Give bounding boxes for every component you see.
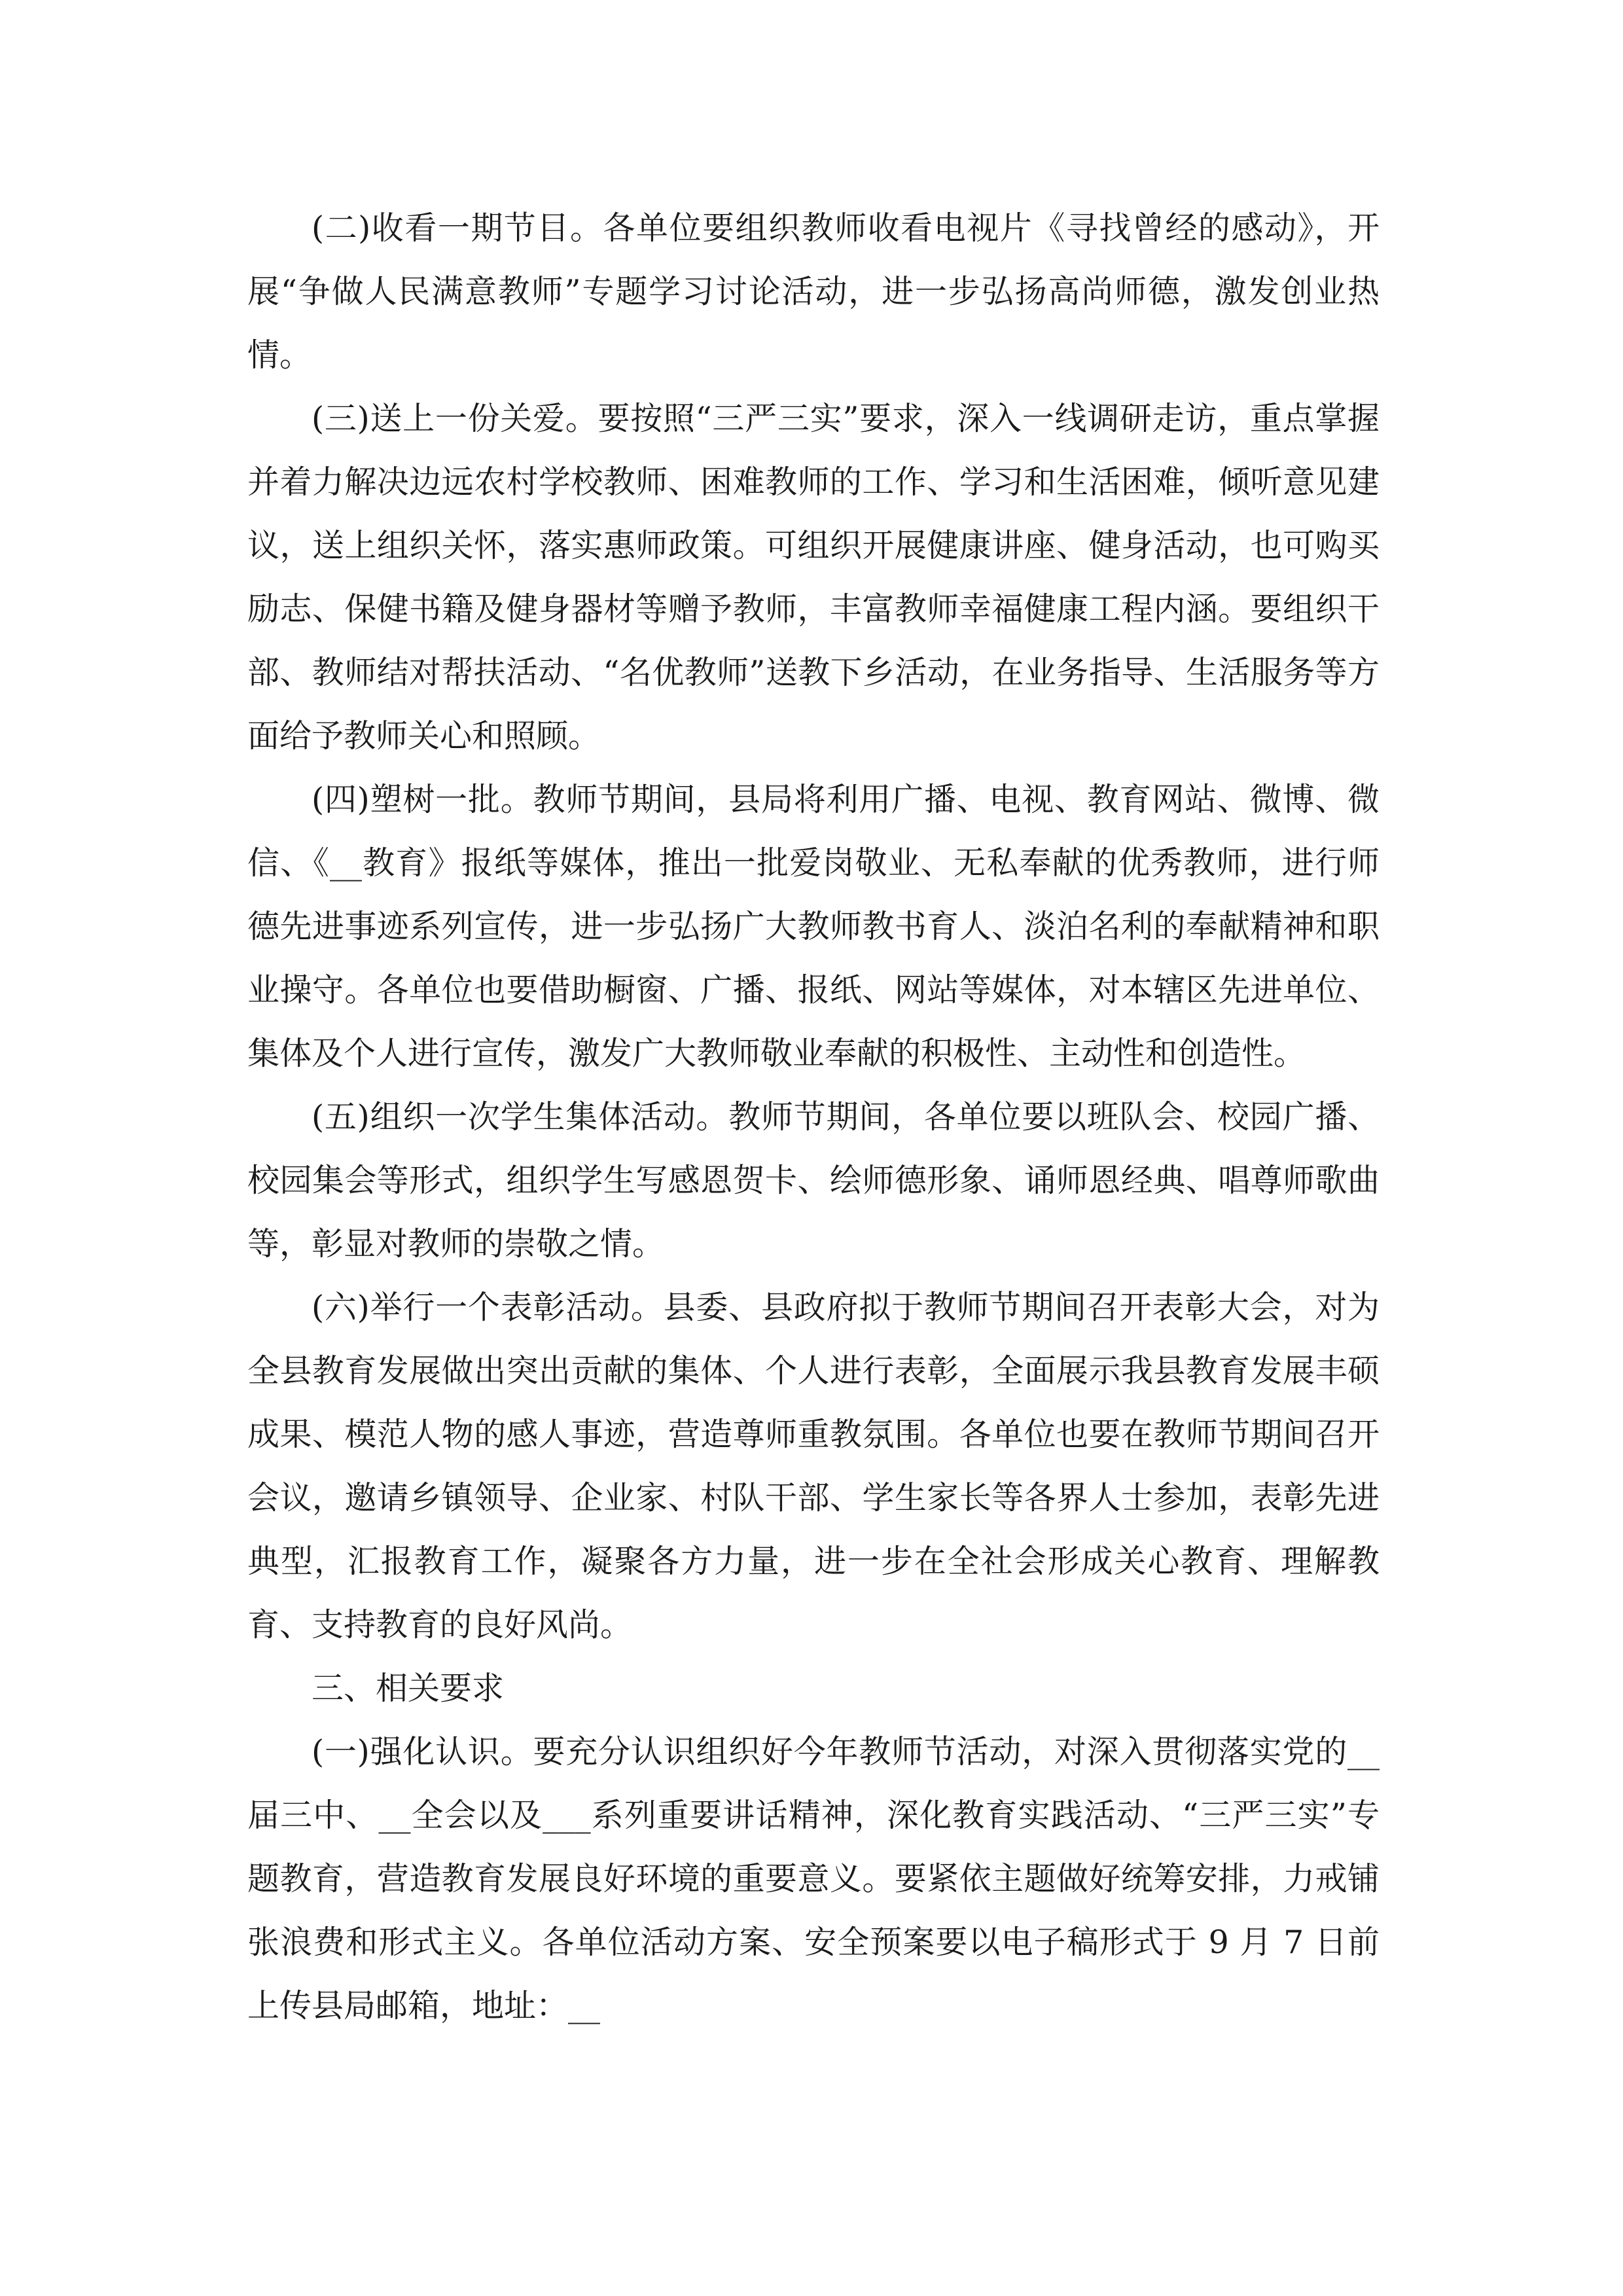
paragraph-student-activity: (五)组织一次学生集体活动。教师节期间，各单位要以班队会、校园广播、校园集会等形式，组织学生写感恩贺卡、绘师德形象、诵师恩经典、唱尊师歌曲等，彰显对教师的崇敬之情。	[247, 1098, 1380, 1263]
paragraph-watch-program: (二)收看一期节目。各单位要组织教师收看电视片《寻找曾经的感动》，开展“争做人民满意教师”专题学习讨论活动，进一步弘扬高尚师德，激发创业热情。	[247, 209, 1380, 374]
paragraph-strengthen-awareness: (一)强化认识。要充分认识组织好今年教师节活动，对深入贯彻落实党的__届三中、__全会以及___系列重要讲话精神，深化教育实践活动、“三严三实”专题教育，营造教育发展良好环境的重要意义。要紧依主题做好统筹安排，力戒铺张浪费和形式主义。各单位活动方案、安全预案要以电子稿形式于 9 月 7 日前上传县局邮箱，地址：__	[247, 1733, 1380, 2024]
section-heading-requirements: 三、相关要求	[312, 1670, 505, 1707]
paragraph-commendation: (六)举行一个表彰活动。县委、县政府拟于教师节期间召开表彰大会，对为全县教育发展做出突出贡献的集体、个人进行表彰，全面展示我县教育发展丰硕成果、模范人物的感人事迹，营造尊师重教氛围。各单位也要在教师节期间召开会议，邀请乡镇领导、企业家、村队干部、学生家长等各界人士参加，表彰先进典型，汇报教育工作，凝聚各方力量，进一步在全社会形成关心教育、理解教育、支持教育的良好风尚。	[247, 1289, 1380, 1643]
paragraph-send-care: (三)送上一份关爱。要按照“三严三实”要求，深入一线调研走访，重点掌握并着力解决边远农村学校教师、困难教师的工作、学习和生活困难，倾听意见建议，送上组织关怀，落实惠师政策。可组织开展健康讲座、健身活动，也可购买励志、保健书籍及健身器材等赠予教师，丰富教师幸福健康工程内涵。要组织干部、教师结对帮扶活动、“名优教师”送教下乡活动，在业务指导、生活服务等方面给予教师关心和照顾。	[247, 400, 1380, 755]
paragraph-role-models: (四)塑树一批。教师节期间，县局将利用广播、电视、教育网站、微博、微信、《__教育》报纸等媒体，推出一批爱岗敬业、无私奉献的优秀教师，进行师德先进事迹系列宣传，进一步弘扬广大教师教书育人、淡泊名利的奉献精神和职业操守。各单位也要借助橱窗、广播、报纸、网站等媒体，对本辖区先进单位、集体及个人进行宣传，激发广大教师敬业奉献的积极性、主动性和创造性。	[247, 781, 1380, 1072]
document-body	[247, 196, 1380, 2037]
